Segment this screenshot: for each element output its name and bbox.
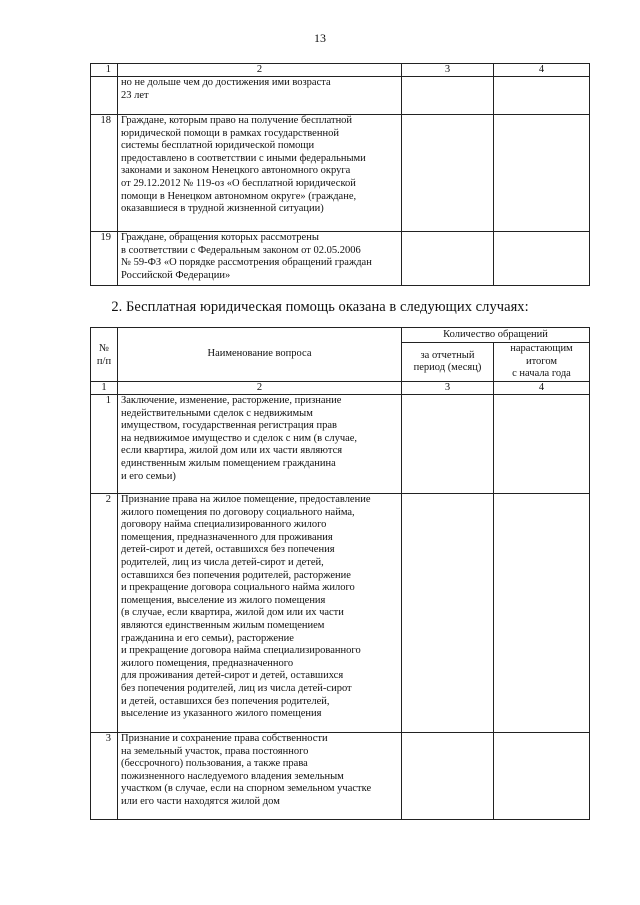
table-row xyxy=(91,733,590,820)
row-col4-value xyxy=(494,395,590,494)
row-number: 19 xyxy=(91,232,118,286)
table1-column-numbering-row xyxy=(91,64,590,77)
row-number: 3 xyxy=(91,733,118,820)
table-row xyxy=(91,494,590,733)
table-row xyxy=(91,232,590,286)
column-header-reporting-period: за отчетный период (месяц) xyxy=(402,343,494,382)
table2-col-3-number: 3 xyxy=(402,382,494,395)
page-number: 13 xyxy=(314,31,326,45)
table-legal-aid-cases xyxy=(90,327,590,820)
row-col3-value xyxy=(402,232,494,286)
row-col4-value xyxy=(494,733,590,820)
table1-col-1-number: 1 xyxy=(91,64,118,77)
table-continued-recipient-categories xyxy=(90,63,590,286)
table2-column-numbering-row xyxy=(91,382,590,395)
row-text: Признание и сохранение права собственности на земельный участок, права постоянного (бессрочного) пользования, а также права пожизненного наследуемого владения земельным участком (в случае, если на спорном земельном участке или его части находятся жилой дом xyxy=(118,733,402,820)
table1-col-4-number: 4 xyxy=(494,64,590,77)
table1-col-3-number: 3 xyxy=(402,64,494,77)
column-header-cumulative-total: нарастающим итогом с начала года xyxy=(494,343,590,382)
table2-col-1-number: 1 xyxy=(91,382,118,395)
table1-col-2-number: 2 xyxy=(118,64,402,77)
table-row xyxy=(91,77,590,115)
column-header-question-name: Наименование вопроса xyxy=(118,328,402,382)
row-col4-value xyxy=(494,77,590,115)
row-col4-value xyxy=(494,494,590,733)
row-col3-value xyxy=(402,494,494,733)
column-header-number: № п/п xyxy=(91,328,118,382)
row-number: 1 xyxy=(91,395,118,494)
table2-col-2-number: 2 xyxy=(118,382,402,395)
row-text: Граждане, обращения которых рассмотрены в соответствии с Федеральным законом от 02.05.2006 № 59-ФЗ «О порядке рассмотрения обращений граждан Российской Федерации» xyxy=(118,232,402,286)
row-text: Граждане, которым право на получение бесплатной юридической помощи в рамках государственной системы бесплатной юридической помощи предоставлено в соответствии с иными федеральными законами и законом Ненецкого автономного округа от 29.12.2012 № 119-оз «О бесплатной юридической помощи в Ненецком автономном округе» (граждане, оказавшиеся в трудной жизненной ситуации) xyxy=(118,115,402,232)
row-number xyxy=(91,77,118,115)
row-number: 18 xyxy=(91,115,118,232)
row-col3-value xyxy=(402,395,494,494)
table-row xyxy=(91,395,590,494)
section-heading: 2. Бесплатная юридическая помощь оказана в следующих случаях: xyxy=(111,299,529,315)
row-col3-value xyxy=(402,733,494,820)
row-col3-value xyxy=(402,115,494,232)
row-col4-value xyxy=(494,232,590,286)
row-text: Признание права на жилое помещение, предоставление жилого помещения по договору социального найма, договору найма специализированного жилого помещения, предназначенного для проживания детей-сирот и детей, оставшихся без попечения родителей, лиц из числа детей-сирот и детей, оставшихся без попечения родителей, расторжение и прекращение договора социального найма жилого помещения, выселение из жилого помещения (в случае, если квартира, жилой дом или их части являются единственным жилым помещением гражданина и его семьи), расторжение и прекращение договора найма специализированного жилого помещения, предназначенного для проживания детей-сирот и детей, оставшихся без попечения родителей, лиц из числа детей-сирот и детей, оставшихся без попечения родителей, выселение из указанного жилого помещения xyxy=(118,494,402,733)
column-header-request-count: Количество обращений xyxy=(402,328,590,343)
row-col4-value xyxy=(494,115,590,232)
row-col3-value xyxy=(402,77,494,115)
row-text: Заключение, изменение, расторжение, признание недействительными сделок с недвижимым имуществом, государственная регистрация прав на недвижимое имущество и сделок с ним (в случае, если квартира, жилой дом или их части являются единственным жилым помещением гражданина и его семьи) xyxy=(118,395,402,494)
table2-col-4-number: 4 xyxy=(494,382,590,395)
table-row xyxy=(91,115,590,232)
table2-header-row xyxy=(91,328,590,343)
row-text: но не дольше чем до достижения ими возраста 23 лет xyxy=(118,77,402,115)
row-number: 2 xyxy=(91,494,118,733)
